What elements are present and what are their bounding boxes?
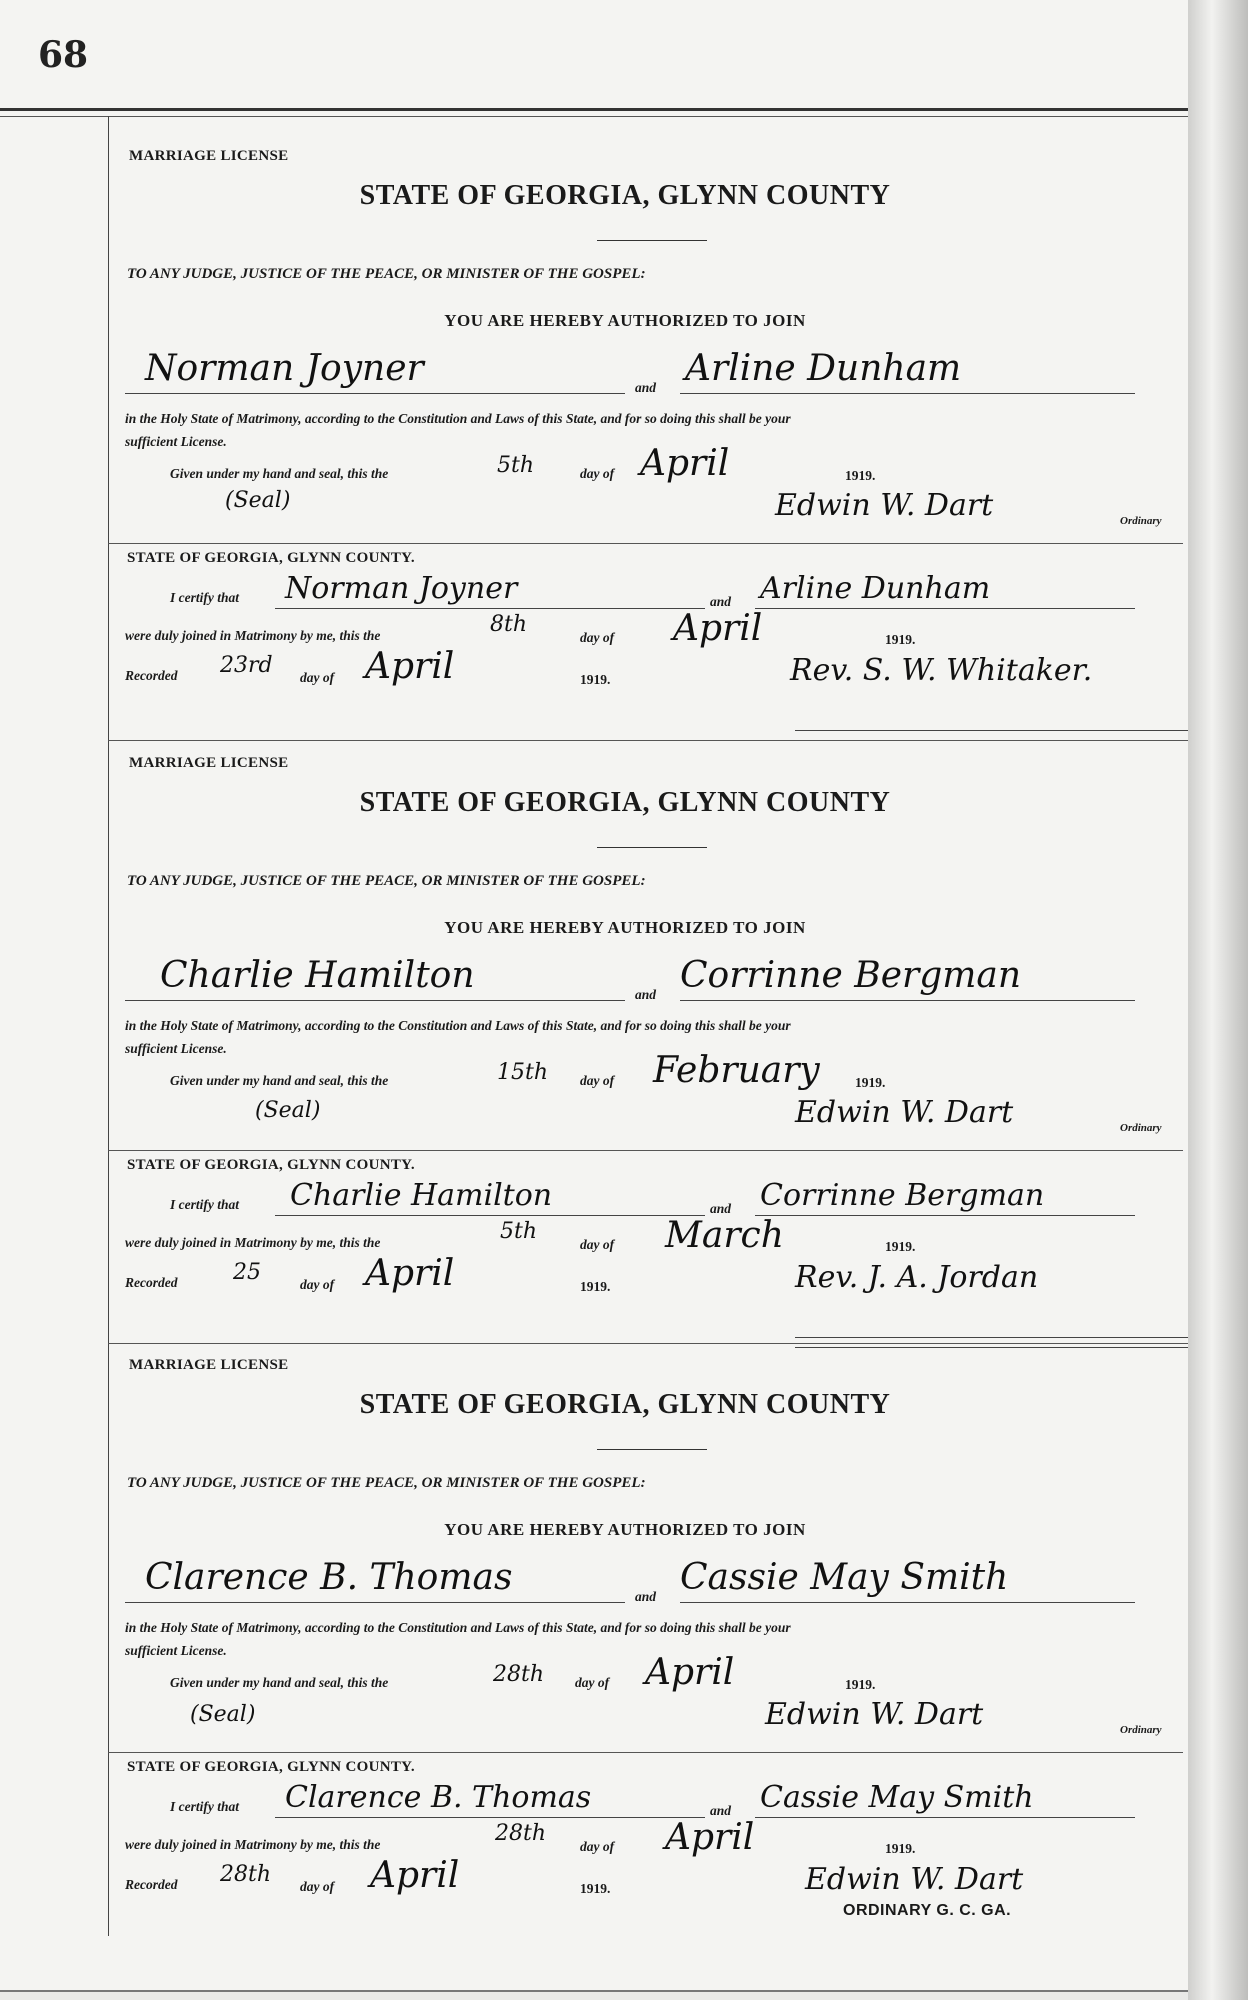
certificate-bride: Arline Dunham [760,571,991,606]
license-day: 5th [497,453,535,478]
day-of-text: day of [300,670,335,685]
and-label: and [635,987,657,1002]
book-binding-edge [1188,0,1248,2000]
recorded-month: April [370,1855,460,1896]
officiant-line [795,730,1195,731]
header-rule-thin [0,116,1190,117]
license-title: STATE OF GEORGIA, GLYNN COUNTY [359,787,891,818]
day-of-text: day of [575,1675,610,1690]
holy-state-text: in the Holy State of Matrimony, according to the Constitution and Laws of this State, and for so doing this shall be your [125,411,791,426]
bride-line [680,1000,1135,1001]
seal-mark: (Seal) [225,488,291,513]
header-rule [0,108,1190,111]
certificate-groom: Clarence B. Thomas [285,1780,592,1815]
sufficient-license-text: sufficient License. [125,434,227,449]
license-title: STATE OF GEORGIA, GLYNN COUNTY [359,180,891,211]
bride-name: Arline Dunham [685,348,962,389]
left-margin-rule [108,116,109,1936]
sufficient-license-text: sufficient License. [125,1041,227,1056]
certificate-divider [108,1752,1183,1753]
day-of-text: day of [580,466,615,481]
groom-name: Clarence B. Thomas [145,1557,513,1598]
authorized-text: YOU ARE HEREBY AUTHORIZED TO JOIN [444,918,806,937]
joined-month: March [665,1215,784,1256]
i-certify-text: I certify that [170,590,239,605]
ordinary-stamp: ORDINARY G. C. GA. [843,1902,1012,1919]
certificate-divider [108,1150,1183,1151]
entry-divider [108,740,1188,741]
license-day: 28th [493,1662,545,1687]
day-of-text: day of [580,1073,615,1088]
given-under-text: Given under my hand and seal, this the [170,1073,389,1088]
groom-line [125,393,625,394]
recorded-text: Recorded [125,1877,178,1892]
license-title: STATE OF GEORGIA, GLYNN COUNTY [359,1389,891,1420]
joined-year: 1919. [885,1841,916,1856]
license-address: TO ANY JUDGE, JUSTICE OF THE PEACE, OR MINISTER OF THE GOSPEL: [127,266,646,282]
day-of-text: day of [300,1277,335,1292]
cert-groom-line [275,1817,705,1818]
groom-line [125,1602,625,1603]
license-day: 15th [497,1060,549,1085]
recorded-day: 23rd [220,653,273,678]
given-under-text: Given under my hand and seal, this the [170,1675,389,1690]
ordinary-label: Ordinary [1120,1122,1162,1134]
authorized-text: YOU ARE HEREBY AUTHORIZED TO JOIN [444,311,806,330]
recorded-text: Recorded [125,668,178,683]
certificate-groom: Norman Joyner [285,571,518,606]
joined-year: 1919. [885,1239,916,1254]
cert-groom-line [275,1215,705,1216]
license-month: April [645,1652,735,1693]
certificate-bride: Corrinne Bergman [760,1178,1045,1213]
license-label: MARRIAGE LICENSE [129,148,289,164]
day-of-text: day of [300,1879,335,1894]
certificate-state: STATE OF GEORGIA, GLYNN COUNTY. [127,550,415,566]
certificate-state: STATE OF GEORGIA, GLYNN COUNTY. [127,1157,415,1173]
page-number: 68 [38,34,89,76]
officiant-signature: Rev. S. W. Whitaker. [790,653,1093,688]
groom-line [125,1000,625,1001]
recorded-year: 1919. [580,672,611,687]
holy-state-text: in the Holy State of Matrimony, according to the Constitution and Laws of this State, and for so doing this shall be your [125,1620,791,1635]
officiant-signature: Rev. J. A. Jordan [795,1260,1039,1295]
license-address: TO ANY JUDGE, JUSTICE OF THE PEACE, OR MINISTER OF THE GOSPEL: [127,873,646,889]
sufficient-license-text: sufficient License. [125,1643,227,1658]
entry-divider [108,1343,1188,1344]
officiant-line [795,1337,1195,1338]
cert-bride-line [755,1215,1135,1216]
joined-day: 8th [490,612,528,637]
day-of-text: day of [580,1237,615,1252]
were-joined-text: were duly joined in Matrimony by me, this the [125,1235,381,1250]
officiant-signature: Edwin W. Dart [805,1862,1024,1897]
bride-line [680,1602,1135,1603]
bride-name: Corrinne Bergman [680,955,1022,996]
joined-month: April [673,608,763,649]
license-label: MARRIAGE LICENSE [129,1357,289,1373]
authorized-text: YOU ARE HEREBY AUTHORIZED TO JOIN [444,1520,806,1539]
license-year: 1919. [845,468,876,483]
license-year: 1919. [855,1075,886,1090]
license-address: TO ANY JUDGE, JUSTICE OF THE PEACE, OR MINISTER OF THE GOSPEL: [127,1475,646,1491]
license-month: April [640,443,730,484]
recorded-day: 25 [233,1260,261,1285]
seal-mark: (Seal) [255,1098,321,1123]
bride-line [680,393,1135,394]
ordinary-signature: Edwin W. Dart [795,1095,1014,1130]
given-under-text: Given under my hand and seal, this the [170,466,389,481]
joined-month: April [665,1817,755,1858]
license-year: 1919. [845,1677,876,1692]
cert-groom-line [275,608,705,609]
certificate-state: STATE OF GEORGIA, GLYNN COUNTY. [127,1759,415,1775]
title-rule [597,847,707,848]
joined-day: 28th [495,1821,547,1846]
day-of-text: day of [580,630,615,645]
bride-name: Cassie May Smith [680,1557,1009,1598]
license-label: MARRIAGE LICENSE [129,755,289,771]
recorded-month: April [365,1253,455,1294]
were-joined-text: were duly joined in Matrimony by me, this the [125,1837,381,1852]
cert-bride-line [755,1817,1135,1818]
certificate-divider [108,543,1183,544]
certificate-bride: Cassie May Smith [760,1780,1034,1815]
cert-bride-line [755,608,1135,609]
ordinary-signature: Edwin W. Dart [775,488,994,523]
i-certify-text: I certify that [170,1799,239,1814]
ordinary-signature: Edwin W. Dart [765,1697,984,1732]
joined-day: 5th [500,1219,538,1244]
and-label: and [710,594,732,609]
recorded-day: 28th [220,1862,272,1887]
license-month: February [653,1050,820,1091]
holy-state-text: in the Holy State of Matrimony, according to the Constitution and Laws of this State, and for so doing this shall be your [125,1018,791,1033]
joined-year: 1919. [885,632,916,647]
title-rule [597,240,707,241]
day-of-text: day of [580,1839,615,1854]
and-label: and [710,1803,732,1818]
seal-mark: (Seal) [190,1702,256,1727]
ordinary-label: Ordinary [1120,1724,1162,1736]
and-label: and [635,1589,657,1604]
groom-name: Norman Joyner [145,348,424,389]
recorded-year: 1919. [580,1881,611,1896]
officiant-line-2 [795,1347,1195,1348]
recorded-month: April [365,646,455,687]
certificate-groom: Charlie Hamilton [290,1178,553,1213]
ordinary-label: Ordinary [1120,515,1162,527]
groom-name: Charlie Hamilton [160,955,475,996]
recorded-text: Recorded [125,1275,178,1290]
and-label: and [710,1201,732,1216]
i-certify-text: I certify that [170,1197,239,1212]
title-rule [597,1449,707,1450]
and-label: and [635,380,657,395]
recorded-year: 1919. [580,1279,611,1294]
were-joined-text: were duly joined in Matrimony by me, this the [125,628,381,643]
